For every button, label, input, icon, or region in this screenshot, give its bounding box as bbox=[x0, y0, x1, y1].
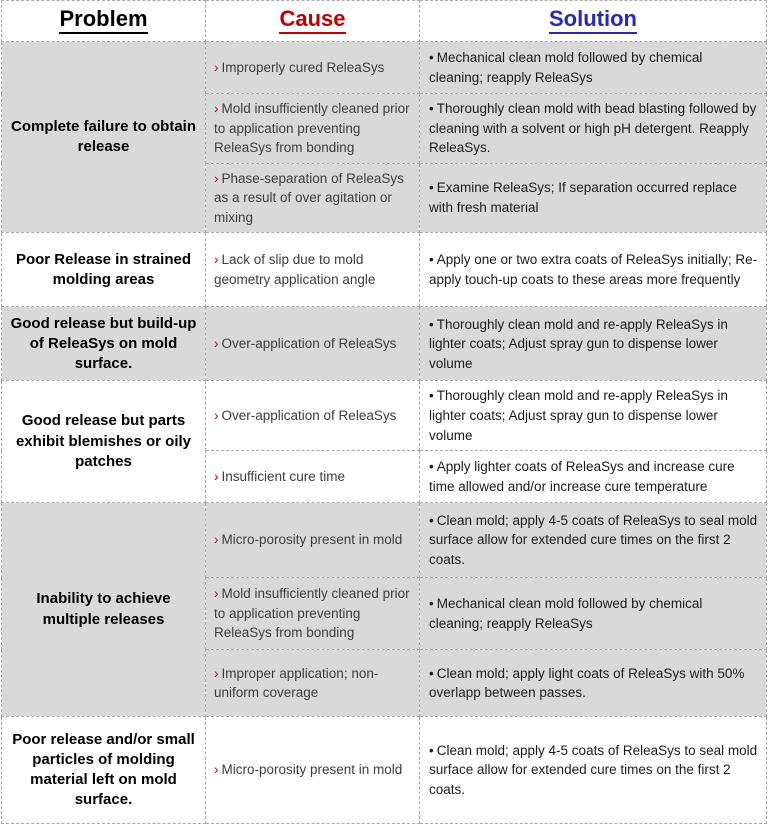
problem-text: Good release but parts exhibit blemishes or oily patches bbox=[15, 412, 192, 470]
dot-bullet-icon: • bbox=[429, 665, 434, 681]
cause-text: Mold insufficiently cleaned prior to application preventing ReleaSys from bonding bbox=[214, 101, 410, 156]
problem-text: Poor Release in strained molding areas bbox=[15, 250, 192, 288]
cause-cell bbox=[206, 163, 420, 233]
solution-cell bbox=[420, 381, 767, 451]
cause-text: Insufficient cure time bbox=[221, 468, 346, 484]
chevron-bullet-icon: › bbox=[214, 170, 219, 186]
problem-text: Good release but build-up of ReleaSys on mold surface. bbox=[10, 314, 197, 372]
cause-text: Over-application of ReleaSys bbox=[221, 336, 397, 352]
cause-cell bbox=[206, 94, 420, 164]
dot-bullet-icon: • bbox=[429, 101, 434, 116]
cause-text: Micro-porosity present in mold bbox=[221, 532, 403, 548]
cause-text: Phase-separation of ReleaSys as a result of over agitation or mixing bbox=[214, 170, 404, 225]
dot-bullet-icon: • bbox=[429, 252, 434, 268]
solution-cell bbox=[420, 163, 767, 233]
dot-bullet-icon: • bbox=[429, 596, 434, 611]
chevron-bullet-icon: › bbox=[214, 407, 219, 423]
header-cause: Cause bbox=[206, 1, 420, 42]
header-row bbox=[2, 1, 767, 42]
cause-cell bbox=[206, 233, 420, 307]
problem-cell bbox=[2, 233, 206, 307]
solution-text: Thoroughly clean mold and re-apply ReleaSys in lighter coats; Adjust spray gun to dispense lower volume bbox=[429, 316, 728, 371]
chevron-bullet-icon: › bbox=[214, 532, 219, 548]
cause-cell bbox=[206, 578, 420, 650]
chevron-bullet-icon: › bbox=[214, 762, 219, 778]
dot-bullet-icon: • bbox=[429, 388, 434, 404]
cause-cell bbox=[206, 42, 420, 94]
dot-bullet-icon: • bbox=[429, 742, 434, 758]
solution-text: Clean mold; apply 4-5 coats of ReleaSys to seal mold surface allow for extended cure times on the first 2 coats. bbox=[429, 512, 758, 567]
problem-cell bbox=[2, 503, 206, 717]
problem-cell bbox=[2, 42, 206, 233]
cause-cell bbox=[206, 503, 420, 578]
dot-bullet-icon: • bbox=[429, 316, 434, 332]
chevron-bullet-icon: › bbox=[214, 468, 219, 484]
problem-cell bbox=[2, 717, 206, 824]
solution-text: Clean mold; apply 4-5 coats of ReleaSys to seal mold surface allow for extended cure times on the first 2 coats. bbox=[429, 742, 758, 797]
chevron-bullet-icon: › bbox=[214, 665, 219, 681]
chevron-bullet-icon: › bbox=[214, 101, 219, 116]
cause-cell bbox=[206, 717, 420, 824]
solution-cell bbox=[420, 578, 767, 650]
solution-cell bbox=[420, 233, 767, 307]
table-row bbox=[2, 503, 767, 578]
cause-cell bbox=[206, 650, 420, 717]
cause-text: Lack of slip due to mold geometry application angle bbox=[214, 252, 376, 287]
solution-text: Mechanical clean mold followed by chemical cleaning; reapply ReleaSys bbox=[429, 596, 703, 631]
cause-text: Improperly cured ReleaSys bbox=[221, 59, 385, 75]
table-row bbox=[2, 717, 767, 824]
problem-text: Poor release and/or small particles of molding material left on mold surface. bbox=[12, 730, 195, 809]
cause-cell bbox=[206, 381, 420, 451]
solution-cell bbox=[420, 503, 767, 578]
problem-cell bbox=[2, 307, 206, 381]
table-row bbox=[2, 307, 767, 381]
dot-bullet-icon: • bbox=[429, 512, 434, 528]
dot-bullet-icon: • bbox=[429, 49, 434, 65]
header-solution: Solution bbox=[420, 1, 767, 42]
cause-cell bbox=[206, 451, 420, 503]
cause-cell bbox=[206, 307, 420, 381]
solution-text: Apply lighter coats of ReleaSys and increase cure time allowed and/or increase cure temperature bbox=[429, 459, 735, 494]
table-row bbox=[2, 381, 767, 451]
problem-text: Inability to achieve multiple releases bbox=[36, 590, 171, 628]
solution-cell bbox=[420, 717, 767, 824]
solution-cell bbox=[420, 307, 767, 381]
problem-text: Complete failure to obtain release bbox=[10, 117, 196, 156]
troubleshooting-table bbox=[1, 0, 767, 824]
solution-text: Examine ReleaSys; If separation occurred replace with fresh material bbox=[429, 180, 737, 216]
solution-text: Apply one or two extra coats of ReleaSys initially; Re-apply touch-up coats to these areas more frequently bbox=[429, 252, 758, 287]
chevron-bullet-icon: › bbox=[214, 59, 219, 75]
solution-cell bbox=[420, 42, 767, 94]
cause-text: Improper application; non-uniform coverage bbox=[214, 665, 379, 701]
chevron-bullet-icon: › bbox=[214, 336, 219, 352]
solution-text: Clean mold; apply light coats of ReleaSys with 50% overlapp between passes. bbox=[429, 665, 745, 701]
solution-text: Thoroughly clean mold and re-apply ReleaSys in lighter coats; Adjust spray gun to dispense lower volume bbox=[429, 388, 728, 443]
table-row bbox=[2, 42, 767, 94]
solution-cell bbox=[420, 94, 767, 164]
solution-text: Mechanical clean mold followed by chemical cleaning; reapply ReleaSys bbox=[429, 49, 703, 85]
solution-text: Thoroughly clean mold with bead blasting followed by cleaning with a solvent or high pH detergent. Reapply ReleaSys. bbox=[429, 101, 757, 156]
dot-bullet-icon: • bbox=[429, 459, 434, 474]
solution-cell bbox=[420, 650, 767, 717]
dot-bullet-icon: • bbox=[429, 180, 434, 196]
chevron-bullet-icon: › bbox=[214, 252, 219, 268]
cause-text: Over-application of ReleaSys bbox=[221, 407, 397, 423]
solution-cell bbox=[420, 451, 767, 503]
table-row bbox=[2, 233, 767, 307]
chevron-bullet-icon: › bbox=[214, 586, 219, 602]
problem-cell bbox=[2, 381, 206, 503]
cause-text: Mold insufficiently cleaned prior to application preventing ReleaSys from bonding bbox=[214, 586, 410, 641]
cause-text: Micro-porosity present in mold bbox=[221, 762, 403, 778]
header-problem: Problem bbox=[2, 1, 206, 42]
